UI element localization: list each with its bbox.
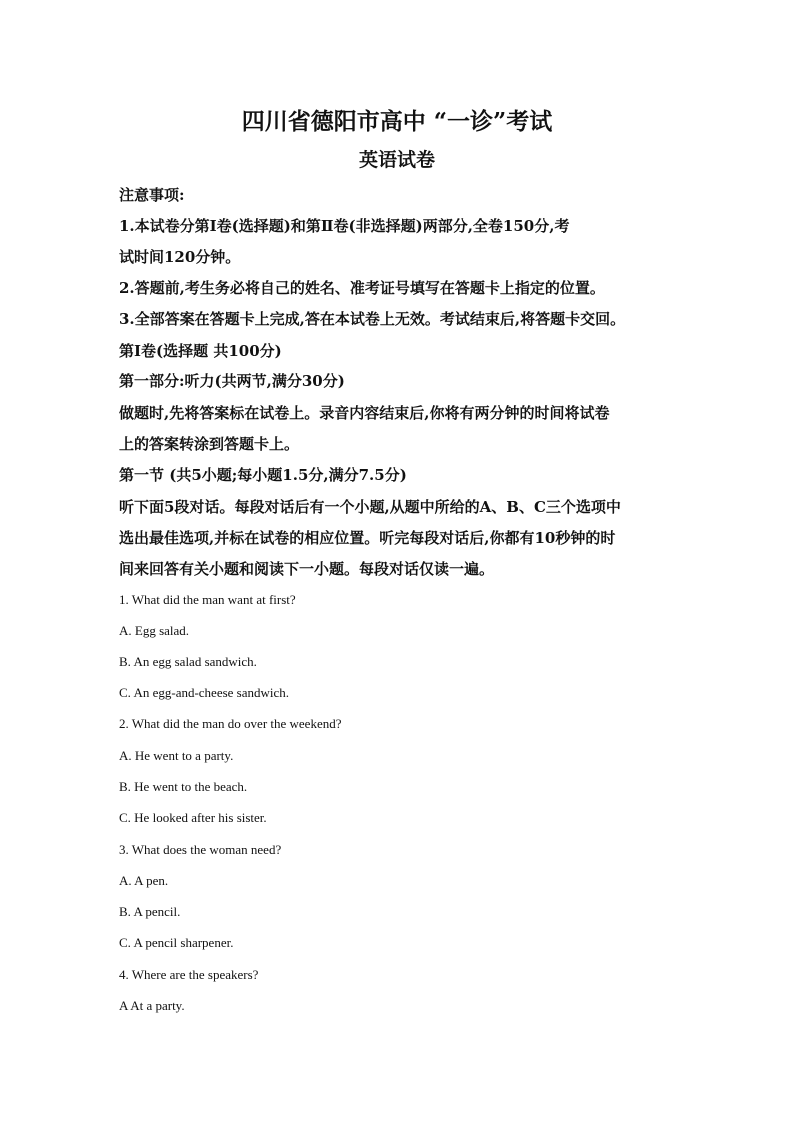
notice-item: 试时间120分钟。 bbox=[119, 248, 241, 266]
answer-option: A At a party. bbox=[119, 998, 185, 1013]
page-title: 四川省德阳市高中 “一诊”考试 bbox=[241, 108, 553, 135]
question-text: 2. What did the man do over the weekend? bbox=[119, 716, 342, 731]
answer-option: C. An egg-and-cheese sandwich. bbox=[119, 685, 290, 700]
answer-option: A. He went to a party. bbox=[119, 748, 234, 763]
question-text: 4. Where are the speakers? bbox=[119, 967, 259, 982]
instruction-text: 听下面5段对话。每段对话后有一个小题,从题中所给的A、B、C三个选项中 bbox=[119, 498, 621, 516]
answer-option: C. A pencil sharpener. bbox=[119, 935, 234, 950]
volume-heading: 第Ⅰ卷(选择题 共100分) bbox=[119, 342, 282, 360]
answer-option: A. Egg salad. bbox=[119, 623, 190, 638]
answer-option: C. He looked after his sister. bbox=[119, 810, 267, 825]
notice-item: 3.全部答案在答题卡上完成,答在本试卷上无效。考试结束后,将答题卡交回。 bbox=[119, 310, 626, 328]
section-heading: 第一节 (共5小题;每小题1.5分,满分7.5分) bbox=[119, 466, 407, 484]
notice-item: 2.答题前,考生务必将自己的姓名、准考证号填写在答题卡上指定的位置。 bbox=[119, 279, 605, 297]
answer-option: B. A pencil. bbox=[119, 904, 181, 919]
instruction-text: 间来回答有关小题和阅读下一小题。每段对话仅读一遍。 bbox=[119, 560, 495, 578]
question-text: 3. What does the woman need? bbox=[119, 842, 282, 857]
notice-heading: 注意事项: bbox=[119, 186, 185, 204]
question-text: 1. What did the man want at first? bbox=[119, 592, 296, 607]
instruction-text: 选出最佳选项,并标在试卷的相应位置。听完每段对话后,你都有10秒钟的时 bbox=[119, 529, 616, 547]
answer-option: A. A pen. bbox=[119, 873, 169, 888]
page-subtitle: 英语试卷 bbox=[358, 149, 435, 171]
instruction-text: 做题时,先将答案标在试卷上。录音内容结束后,你将有两分钟的时间将试卷 bbox=[119, 404, 610, 422]
instruction-text: 上的答案转涂到答题卡上。 bbox=[119, 435, 300, 453]
part-heading: 第一部分:听力(共两节,满分30分) bbox=[119, 372, 345, 390]
notice-item: 1.本试卷分第Ⅰ卷(选择题)和第Ⅱ卷(非选择题)两部分,全卷150分,考 bbox=[119, 217, 570, 235]
answer-option: B. An egg salad sandwich. bbox=[119, 654, 257, 669]
answer-option: B. He went to the beach. bbox=[119, 779, 248, 794]
